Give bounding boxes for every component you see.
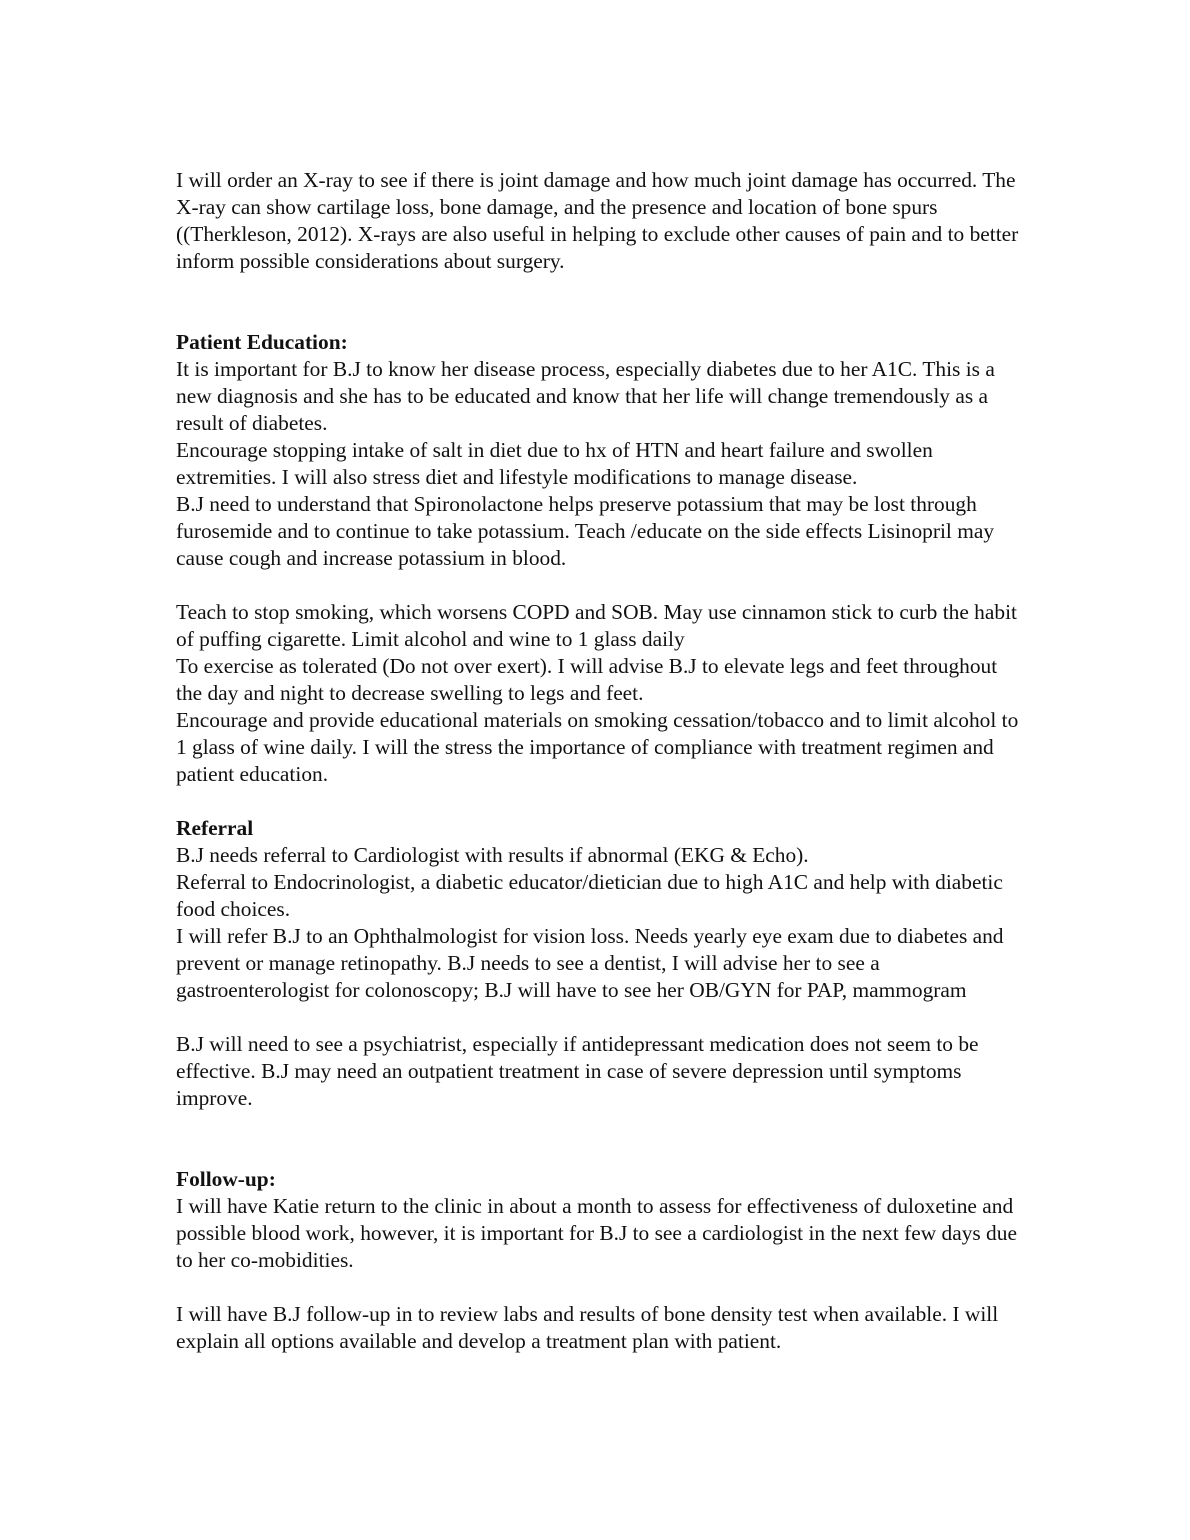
spacer: [176, 788, 1026, 815]
patient-education-section: [176, 329, 1026, 788]
patient-education-heading: Patient Education:: [176, 330, 348, 354]
education-paragraph: B.J need to understand that Spironolactone helps preserve potassium that may be lost through furosemide and to continue to take potassium. Teach /educate on the side effects Lisinopril may cause cough and increase potassium in blood.: [176, 492, 995, 570]
spacer: [176, 275, 1026, 329]
follow-up-paragraph: I will have B.J follow-up in to review labs and results of bone density test when available. I will explain all options available and develop a treatment plan with patient.: [176, 1302, 999, 1353]
education-paragraph: It is important for B.J to know her disease process, especially diabetes due to her A1C. This is a new diagnosis and she has to be educated and know that her life will change tremendously as a result of diabetes.: [176, 357, 995, 435]
referral-paragraph: Referral to Endocrinologist, a diabetic educator/dietician due to high A1C and help with diabetic food choices.: [176, 870, 1003, 921]
education-paragraph: Encourage and provide educational materials on smoking cessation/tobacco and to limit alcohol to 1 glass of wine daily. I will the stress the importance of compliance with treatment regimen and patient education.: [176, 708, 1019, 786]
spacer: [176, 1274, 1026, 1301]
referral-paragraph: I will refer B.J to an Ophthalmologist for vision loss. Needs yearly eye exam due to diabetes and prevent or manage retinopathy. B.J needs to see a dentist, I will advise her to see a gastroenterologist for colonoscopy; B.J will have to see her OB/GYN for PAP, mammogram: [176, 924, 1004, 1002]
education-paragraph: Encourage stopping intake of salt in diet due to hx of HTN and heart failure and swollen extremities. I will also stress diet and lifestyle modifications to manage disease.: [176, 438, 933, 489]
document-page: [176, 167, 1026, 1355]
spacer: [176, 1004, 1026, 1031]
xray-paragraph: I will order an X-ray to see if there is joint damage and how much joint damage has occurred. The X-ray can show cartilage loss, bone damage, and the presence and location of bone spurs ((Therkleson, 2012). X-rays are also useful in helping to exclude other causes of pain and to better inform possible considerations about surgery.: [176, 168, 1019, 273]
referral-paragraph: B.J needs referral to Cardiologist with results if abnormal (EKG & Echo).: [176, 843, 809, 867]
education-paragraph: Teach to stop smoking, which worsens COPD and SOB. May use cinnamon stick to curb the habit of puffing cigarette. Limit alcohol and wine to 1 glass daily: [176, 600, 1017, 651]
referral-section: [176, 815, 1026, 1112]
follow-up-section: [176, 1166, 1026, 1355]
spacer: [176, 572, 1026, 599]
spacer: [176, 1112, 1026, 1166]
education-paragraph: To exercise as tolerated (Do not over exert). I will advise B.J to elevate legs and feet throughout the day and night to decrease swelling to legs and feet.: [176, 654, 998, 705]
follow-up-heading: Follow-up:: [176, 1167, 276, 1191]
referral-heading: Referral: [176, 816, 254, 840]
referral-paragraph: B.J will need to see a psychiatrist, especially if antidepressant medication does not seem to be effective. B.J may need an outpatient treatment in case of severe depression until symptoms improve.: [176, 1032, 979, 1110]
follow-up-paragraph: I will have Katie return to the clinic in about a month to assess for effectiveness of duloxetine and possible blood work, however, it is important for B.J to see a cardiologist in the next few days due to her co-mobidities.: [176, 1194, 1017, 1272]
